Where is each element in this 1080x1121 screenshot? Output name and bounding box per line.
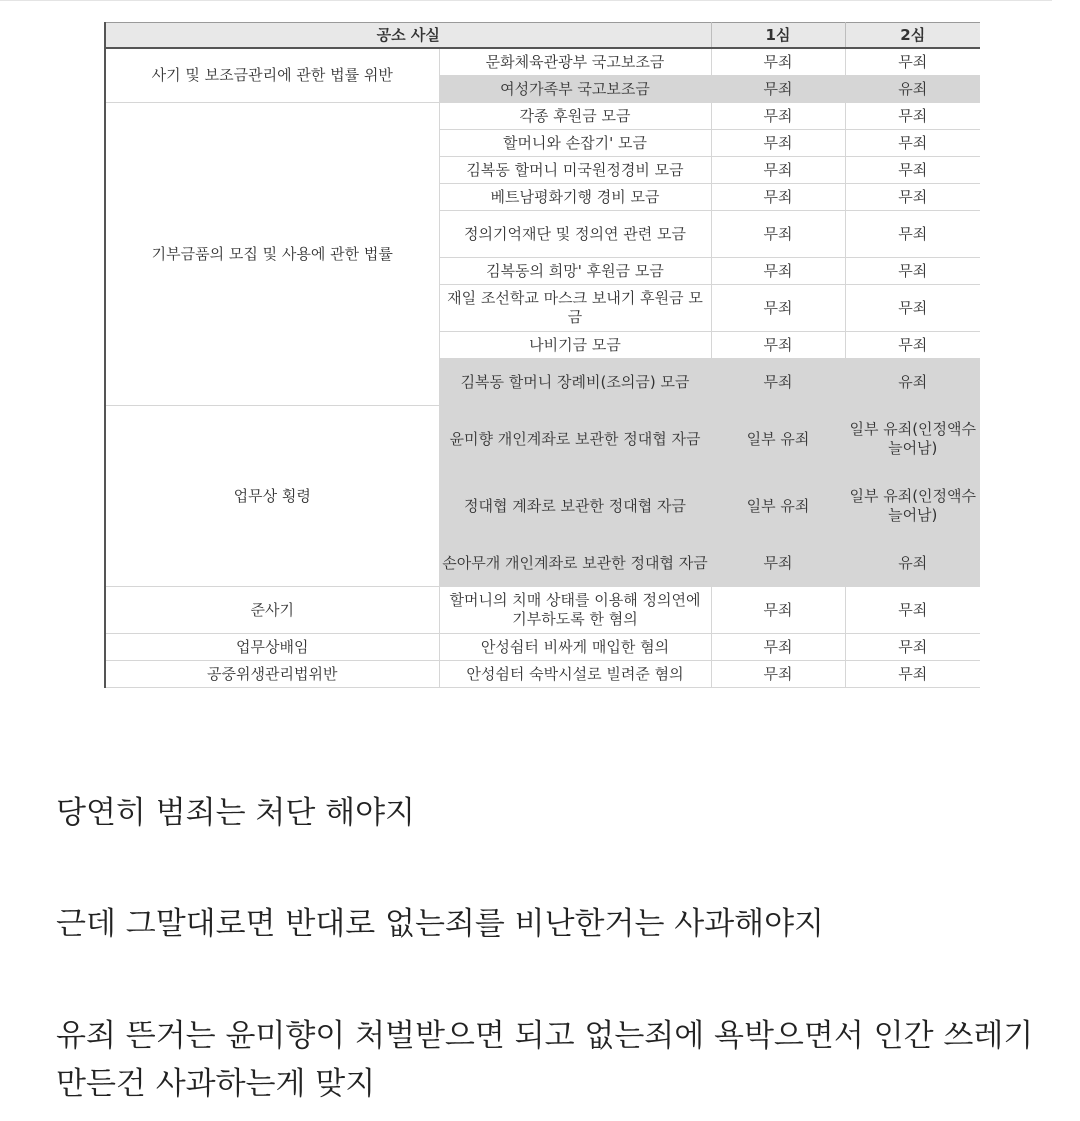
first-verdict: 무죄 <box>711 661 845 688</box>
header-second-trial: 2심 <box>845 23 980 49</box>
first-verdict: 무죄 <box>711 184 845 211</box>
charge-item: 안성쉼터 숙박시설로 빌려준 혐의 <box>439 661 711 688</box>
second-verdict: 유죄 <box>845 540 980 587</box>
verdict-table <box>104 22 980 688</box>
charge-item: 문화체육관광부 국고보조금 <box>439 48 711 76</box>
category-cell: 공중위생관리법위반 <box>105 661 439 688</box>
charge-item: 안성쉼터 비싸게 매입한 혐의 <box>439 634 711 661</box>
first-verdict: 일부 유죄 <box>711 406 845 473</box>
first-verdict: 무죄 <box>711 76 845 103</box>
charge-item: 나비기금 모금 <box>439 332 711 359</box>
charge-item: 정대협 계좌로 보관한 정대협 자금 <box>439 473 711 540</box>
second-verdict: 무죄 <box>845 103 980 130</box>
second-verdict: 무죄 <box>845 634 980 661</box>
second-verdict: 일부 유죄(인정액수 늘어남) <box>845 473 980 540</box>
charge-item: 김복동의 희망' 후원금 모금 <box>439 258 711 285</box>
first-verdict: 무죄 <box>711 285 845 332</box>
charge-item: 재일 조선학교 마스크 보내기 후원금 모금 <box>439 285 711 332</box>
header-charge: 공소 사실 <box>105 23 711 49</box>
first-verdict: 무죄 <box>711 211 845 258</box>
charge-item: 손아무개 개인계좌로 보관한 정대협 자금 <box>439 540 711 587</box>
charge-item: 각종 후원금 모금 <box>439 103 711 130</box>
second-verdict: 무죄 <box>845 285 980 332</box>
second-verdict: 유죄 <box>845 359 980 406</box>
comment-line-1: 당연히 범죄는 처단 해야지 <box>56 795 415 831</box>
comment-line-2: 근데 그말대로면 반대로 없는죄를 비난한거는 사과해야지 <box>56 906 824 942</box>
first-verdict: 무죄 <box>711 359 845 406</box>
first-verdict: 무죄 <box>711 103 845 130</box>
first-verdict: 무죄 <box>711 157 845 184</box>
charge-item: 김복동 할머니 장례비(조의금) 모금 <box>439 359 711 406</box>
comment-line-3: 유죄 뜬거는 윤미향이 처벌받으면 되고 없는죄에 욕박으면서 인간 쓰레기 만든건 사과하는게 맞지 <box>56 1018 1034 1102</box>
second-verdict: 무죄 <box>845 332 980 359</box>
charge-item: 할머니와 손잡기' 모금 <box>439 130 711 157</box>
first-verdict: 무죄 <box>711 48 845 76</box>
first-verdict: 무죄 <box>711 130 845 157</box>
second-verdict: 무죄 <box>845 184 980 211</box>
second-verdict: 무죄 <box>845 587 980 634</box>
first-verdict: 일부 유죄 <box>711 473 845 540</box>
charge-item: 김복동 할머니 미국원정경비 모금 <box>439 157 711 184</box>
top-divider <box>0 0 1052 1</box>
first-verdict: 무죄 <box>711 540 845 587</box>
second-verdict: 무죄 <box>845 661 980 688</box>
verdict-table-image <box>104 22 980 712</box>
second-verdict: 무죄 <box>845 130 980 157</box>
category-cell: 업무상배임 <box>105 634 439 661</box>
category-cell: 준사기 <box>105 587 439 634</box>
first-verdict: 무죄 <box>711 258 845 285</box>
category-cell: 업무상 횡령 <box>105 406 439 587</box>
second-verdict: 무죄 <box>845 48 980 76</box>
first-verdict: 무죄 <box>711 332 845 359</box>
second-verdict: 무죄 <box>845 211 980 258</box>
second-verdict: 유죄 <box>845 76 980 103</box>
second-verdict: 무죄 <box>845 258 980 285</box>
category-cell: 사기 및 보조금관리에 관한 법률 위반 <box>105 48 439 103</box>
charge-item: 여성가족부 국고보조금 <box>439 76 711 103</box>
second-verdict: 일부 유죄(인정액수 늘어남) <box>845 406 980 473</box>
charge-item: 윤미향 개인계좌로 보관한 정대협 자금 <box>439 406 711 473</box>
charge-item: 베트남평화기행 경비 모금 <box>439 184 711 211</box>
first-verdict: 무죄 <box>711 634 845 661</box>
category-cell: 기부금품의 모집 및 사용에 관한 법률 <box>105 103 439 406</box>
charge-item: 할머니의 치매 상태를 이용해 정의연에 기부하도록 한 혐의 <box>439 587 711 634</box>
charge-item: 정의기억재단 및 정의연 관련 모금 <box>439 211 711 258</box>
first-verdict: 무죄 <box>711 587 845 634</box>
second-verdict: 무죄 <box>845 157 980 184</box>
header-first-trial: 1심 <box>711 23 845 49</box>
